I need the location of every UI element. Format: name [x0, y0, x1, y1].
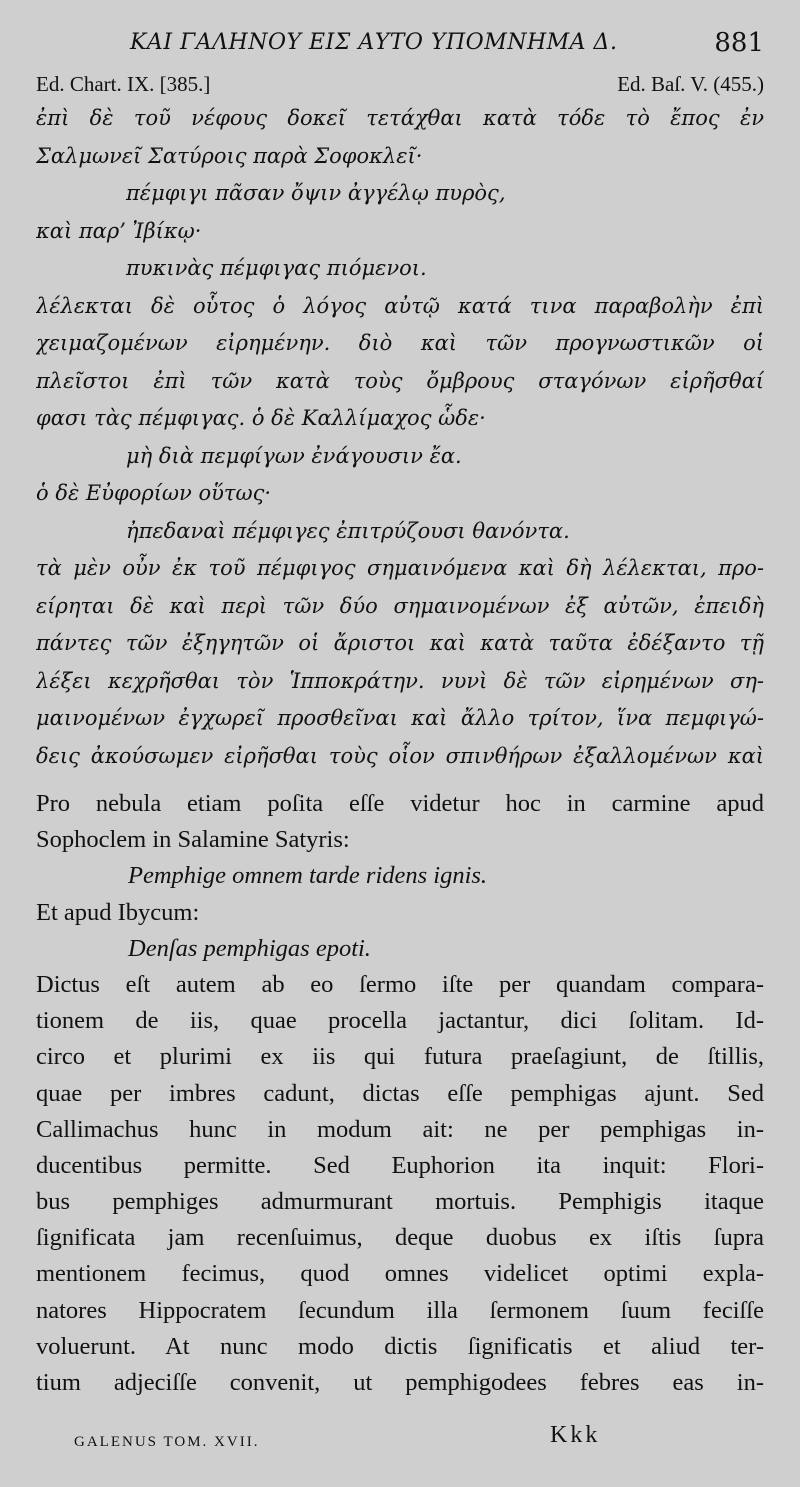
greek-verse-line: μὴ διὰ πεμφίγων ἐνάγουσιν ἔα.	[126, 443, 462, 468]
greek-line: πλεῖστοι ἐπὶ τῶν κατὰ τοὺς ὄμβρους σταγόνων εἰρῆσθαί	[36, 368, 764, 393]
page-number: 881	[714, 28, 764, 58]
greek-line: είρηται δὲ καὶ περὶ τῶν δύο σημαινομένων ἐξ αὐτῶν, ἐπειδὴ	[36, 593, 764, 618]
latin-text-block	[36, 786, 764, 1401]
latin-verse-line: Denſas pemphigas epoti.	[128, 934, 371, 962]
greek-verse-line: ἠπεδαναὶ πέμφιγες ἐπιτρύζουσι θανόντα.	[126, 518, 570, 543]
greek-line: φασι τὰς πέμφιγας. ὁ δὲ Καλλίμαχος ὧδε·	[36, 406, 486, 430]
latin-line: bus pemphiges admurmurant mortuis. Pemphigis itaque	[36, 1188, 764, 1216]
greek-line: Σαλμωνεῖ Σατύροις παρὰ Σοφοκλεῖ·	[36, 143, 423, 168]
greek-line: λέλεκται δὲ οὗτος ὁ λόγος αὐτῷ κατά τινα παραβολὴν ἐπὶ	[36, 293, 764, 318]
latin-line: Sophoclem in Salamine Satyris:	[36, 826, 350, 854]
greek-line: καὶ παρ’ Ἰβίκῳ·	[36, 218, 202, 243]
page-header	[0, 30, 800, 70]
latin-verse-line: Pemphige omnem tarde ridens ignis.	[128, 862, 488, 890]
running-title: ΚΑΙ ΓΑΛΗΝΟΥ ΕΙΣ ΑΥΤΟ ΥΠΟΜΝΗΜΑ Δ.	[130, 30, 618, 55]
latin-line: circo et plurimi ex iis qui futura praeſagiunt, de ſtillis,	[36, 1043, 764, 1071]
latin-line: Pro nebula etiam poſita eſſe videtur hoc in carmine apud	[36, 790, 764, 817]
gathering-signature: Kkk	[550, 1422, 601, 1448]
greek-verse-line: πυκινὰς πέμφιγας πιόμενοι.	[126, 256, 427, 280]
greek-verse-line: πέμφιγι πᾶσαν ὄψιν ἀγγέλῳ πυρὸς,	[126, 181, 506, 205]
latin-line: mentionem fecimus, quod omnes videlicet optimi expla-	[36, 1260, 764, 1288]
latin-line: quae per imbres cadunt, dictas eſſe pemphigas ajunt. Sed	[36, 1079, 764, 1107]
latin-line: voluerunt. At nunc modo dictis ſignificatis et aliud ter-	[36, 1332, 764, 1360]
latin-line: ducentibus permitte. Sed Euphorion ita inquit: Flori-	[36, 1151, 764, 1179]
greek-line: λέξει κεχρῆσθαι τὸν Ἱπποκράτην. νυνὶ δὲ τῶν εἰρημένων ση-	[36, 668, 764, 693]
latin-line: Dictus eſt autem ab eo ſermo iſte per quandam compara-	[36, 970, 764, 998]
latin-line: Callimachus hunc in modum ait: ne per pemphigas in-	[36, 1115, 764, 1143]
edition-references	[36, 72, 764, 100]
latin-line: Et apud Ibycum:	[36, 898, 200, 926]
latin-line: natores Hippocratem ſecundum illa ſermonem ſuum feciſſe	[36, 1296, 764, 1324]
volume-signature: GALENUS TOM. XVII.	[74, 1434, 260, 1450]
greek-line: τὰ μὲν οὖν ἐκ τοῦ πέμφιγος σημαινόμενα καὶ δὴ λέλεκται, προ-	[36, 556, 764, 580]
greek-line: πάντες τῶν ἐξηγητῶν οἱ ἄριστοι καὶ κατὰ ταῦτα ἐδέξαντο τῇ	[36, 631, 764, 655]
latin-line: tium adjeciſſe convenit, ut pemphigodees febres eas in-	[36, 1369, 764, 1396]
greek-line: χειμαζομένων εἰρημένην. διὸ καὶ τῶν προγνωστικῶν οἱ	[36, 331, 764, 355]
latin-line: tionem de iis, quae procella jactantur, dici ſolitam. Id-	[36, 1007, 764, 1035]
latin-line: ſignificata jam recenſuimus, deque duobus ex iſtis ſupra	[36, 1224, 764, 1252]
greek-text-block	[36, 100, 764, 775]
edition-basel: Ed. Baſ. V. (455.)	[617, 72, 764, 96]
greek-line: μαινομένων ἐγχωρεῖ προσθεῖναι καὶ ἄλλο τρίτον, ἵνα πεμφιγώ-	[36, 706, 764, 730]
edition-chartier: Ed. Chart. IX. [385.]	[36, 72, 211, 96]
greek-line: ὁ δὲ Εὐφορίων οὕτως·	[36, 481, 272, 505]
greek-line: ἐπὶ δὲ τοῦ νέφους δοκεῖ τετάχθαι κατὰ τόδε τὸ ἔπος ἐν	[36, 106, 764, 130]
page-footer	[0, 1422, 800, 1462]
greek-line: δεις ἀκούσωμεν εἰρῆσθαι τοὺς οἷον σπινθήρων ἐξαλλομένων καὶ	[36, 743, 764, 768]
